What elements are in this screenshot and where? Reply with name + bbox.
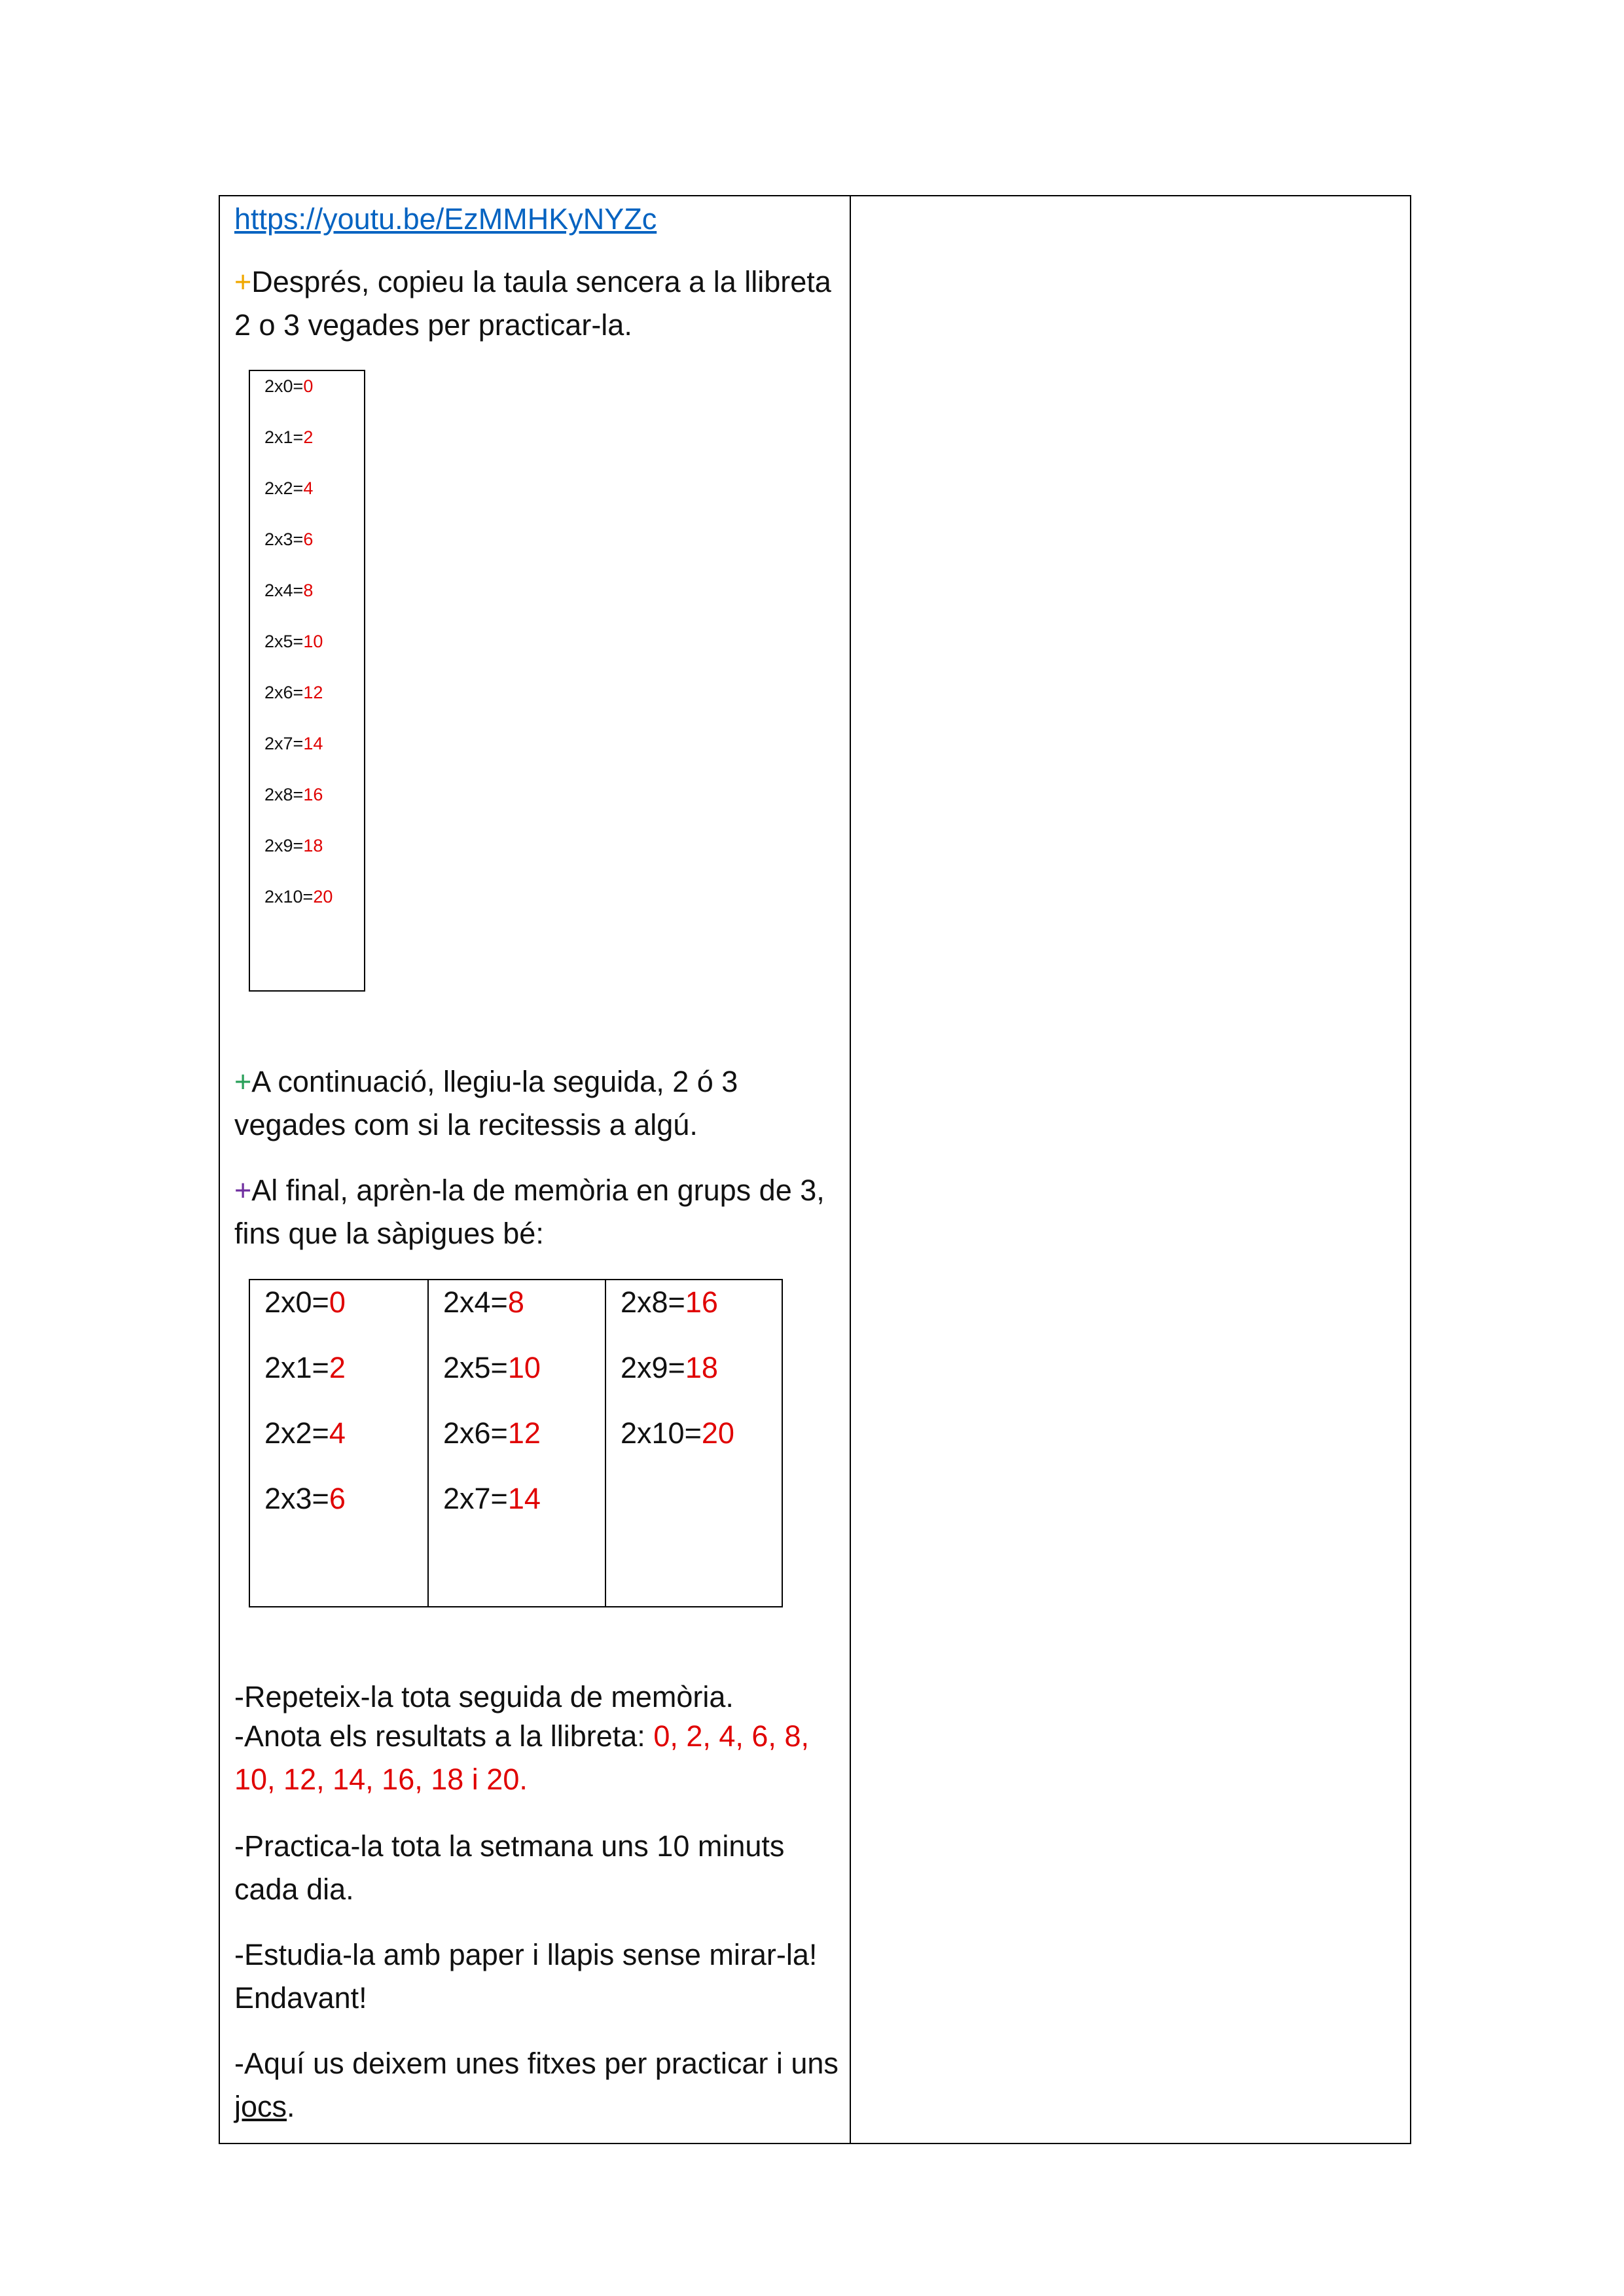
table-row [264,477,313,499]
cell-result: 12 [507,1416,541,1450]
table-cell [264,1479,346,1518]
row-result: 10 [303,632,323,651]
row-result: 20 [313,887,333,906]
table-row [264,579,313,601]
row-result: 16 [303,785,323,804]
table-cell [443,1479,541,1518]
table-cell [621,1348,718,1388]
row-expression: 2x5= [264,632,304,651]
step-learn-paragraph [234,1169,840,1255]
row-result: 18 [303,836,323,855]
cell-expression: 2x8= [621,1285,685,1319]
table-cell [443,1414,541,1453]
study-paragraph [234,1933,840,2020]
table-row [264,783,323,806]
row-expression: 2x3= [264,529,304,549]
row-expression: 2x8= [264,785,304,804]
games-suffix: . [287,2090,295,2123]
table-row [264,681,323,704]
practice-paragraph [234,1825,840,1911]
row-result: 4 [303,478,314,498]
cell-result: 8 [507,1285,524,1319]
note-line [234,1715,840,1801]
repeat-text: -Repeteix-la tota seguida de memòria. [234,1680,734,1713]
video-link[interactable]: https://youtu.be/EzMMHKyNYZc [234,202,657,236]
cell-result: 18 [685,1351,718,1384]
step-read-text: A continuació, llegiu-la seguida, 2 ó 3 vegades com si la recitessis a algú. [234,1065,738,1141]
cell-result: 20 [701,1416,734,1450]
multiplication-groups-table [249,1279,783,1607]
table-cell [264,1414,346,1453]
cell-expression: 2x7= [443,1482,508,1515]
row-expression: 2x6= [264,683,304,702]
table-row [264,375,313,397]
study-text: -Estudia-la amb paper i llapis sense mirar-la! Endavant! [234,1938,818,2015]
row-expression: 2x9= [264,836,304,855]
note-results: 0, 2, 4, 6, 8, 10, 12, 14, 16, 18 i 20. [234,1719,809,1796]
table-row [264,834,323,857]
row-result: 2 [303,427,314,447]
cell-expression: 2x10= [621,1416,702,1450]
row-result: 6 [303,529,314,549]
row-expression: 2x7= [264,734,304,753]
group-column [605,1280,784,1606]
games-link[interactable]: jocs [234,2090,287,2123]
table-row [264,886,333,908]
cell-expression: 2x6= [443,1416,508,1450]
table-cell [443,1348,541,1388]
note-prefix: -Anota els resultats a la llibreta: [234,1719,654,1753]
step-read-paragraph [234,1060,840,1147]
document-table [219,195,1411,2144]
cell-result: 14 [507,1482,541,1515]
cell-expression: 2x5= [443,1351,508,1384]
cell-expression: 2x9= [621,1351,685,1384]
row-result: 14 [303,734,323,753]
row-expression: 2x1= [264,427,304,447]
plus-marker: + [234,1174,252,1207]
games-prefix: -Aquí us deixem unes fitxes per practicar i uns [234,2047,839,2080]
step-copy-paragraph [234,260,840,347]
row-expression: 2x4= [264,581,304,600]
row-result: 8 [303,581,314,600]
cell-result: 10 [507,1351,541,1384]
row-expression: 2x2= [264,478,304,498]
column-divider [850,196,851,2143]
cell-result: 6 [329,1482,346,1515]
table-cell [443,1283,524,1322]
row-result: 12 [303,683,323,702]
table-cell [621,1414,734,1453]
multiplication-table-small [249,370,365,992]
cell-result: 2 [329,1351,346,1384]
cell-expression: 2x2= [264,1416,329,1450]
practice-text: -Practica-la tota la setmana uns 10 minuts cada dia. [234,1829,785,1906]
cell-expression: 2x1= [264,1351,329,1384]
cell-result: 0 [329,1285,346,1319]
cell-result: 16 [685,1285,718,1319]
cell-expression: 2x4= [443,1285,508,1319]
group-column [427,1280,607,1606]
cell-expression: 2x0= [264,1285,329,1319]
step-copy-text: Després, copieu la taula sencera a la llibreta 2 o 3 vegades per practicar-la. [234,265,831,342]
table-cell [264,1348,346,1388]
cell-expression: 2x3= [264,1482,329,1515]
group-column [250,1280,428,1606]
row-expression: 2x0= [264,376,304,396]
row-expression: 2x10= [264,887,314,906]
table-cell [621,1283,718,1322]
table-row [264,630,323,653]
table-row [264,732,323,755]
step-learn-text: Al final, aprèn-la de memòria en grups de 3, fins que la sàpigues bé: [234,1174,825,1250]
row-result: 0 [303,376,314,396]
repeat-paragraph [234,1676,840,1801]
video-link-paragraph [234,198,840,241]
plus-marker: + [234,1065,252,1098]
games-paragraph [234,2042,840,2128]
table-cell [264,1283,346,1322]
table-row [264,528,313,550]
table-row [264,426,313,448]
plus-marker: + [234,265,252,298]
cell-result: 4 [329,1416,346,1450]
